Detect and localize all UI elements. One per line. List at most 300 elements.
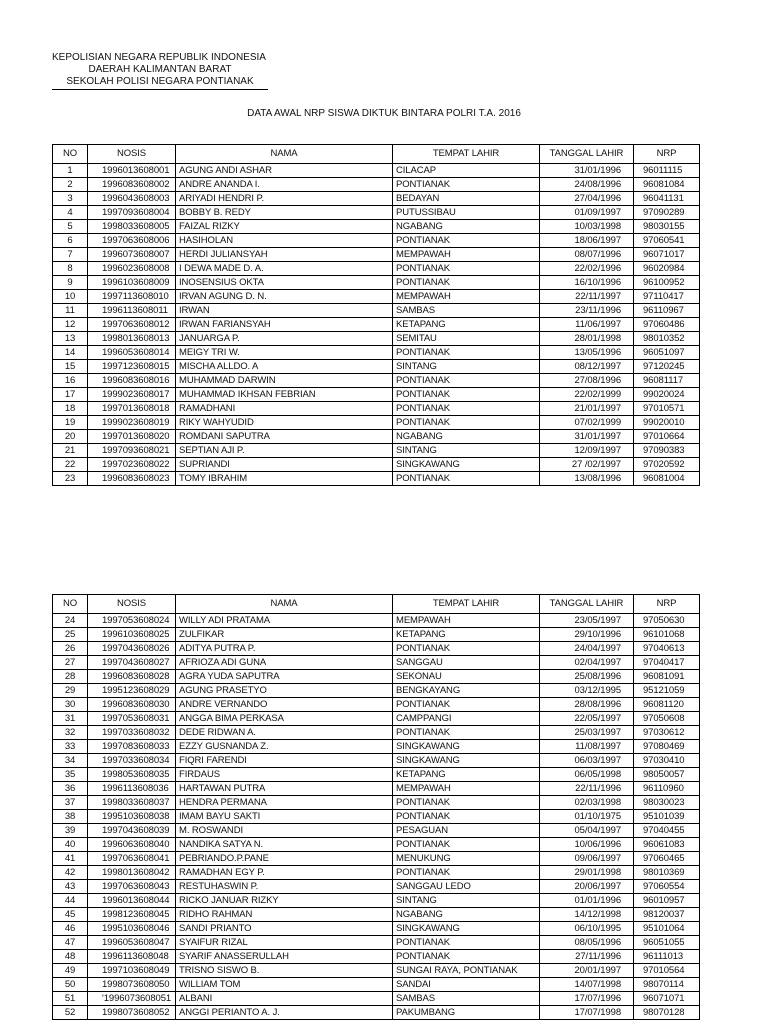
cell-no: 31 <box>53 712 88 726</box>
cell-nrp: 97030612 <box>634 726 700 740</box>
cell-tempat-lahir: SANGGAU LEDO <box>393 880 540 894</box>
cell-tanggal-lahir: 24/08/1996 <box>540 178 634 192</box>
cell-no: 19 <box>53 416 88 430</box>
cell-tanggal-lahir: 08/07/1996 <box>540 248 634 262</box>
cell-no: 50 <box>53 978 88 992</box>
table-row <box>53 838 700 852</box>
cell-no: 24 <box>53 614 88 628</box>
cell-nama: SANDI PRIANTO <box>176 922 393 936</box>
cell-nosis: 1997063608006 <box>88 234 176 248</box>
cell-tanggal-lahir: 08/12/1997 <box>540 360 634 374</box>
table-row <box>53 346 700 360</box>
table-row <box>53 374 700 388</box>
cell-nama: AGRA YUDA SAPUTRA <box>176 670 393 684</box>
cell-nama: RAMADHANI <box>176 402 393 416</box>
cell-nosis: 1996083608028 <box>88 670 176 684</box>
cell-tanggal-lahir: 20/01/1997 <box>540 964 634 978</box>
cell-tanggal-lahir: 29/10/1996 <box>540 628 634 642</box>
cell-nosis: 1997103608049 <box>88 964 176 978</box>
table-row <box>53 642 700 656</box>
cell-nosis: 1997063608012 <box>88 318 176 332</box>
cell-tempat-lahir: NGABANG <box>393 220 540 234</box>
cell-nosis: 1998033608037 <box>88 796 176 810</box>
table-row <box>53 684 700 698</box>
table-header-row <box>53 595 700 614</box>
cell-tanggal-lahir: 22/11/1997 <box>540 290 634 304</box>
table-row <box>53 670 700 684</box>
cell-tanggal-lahir: 20/06/1997 <box>540 880 634 894</box>
cell-nama: ZULFIKAR <box>176 628 393 642</box>
cell-tanggal-lahir: 22/11/1996 <box>540 782 634 796</box>
cell-nrp: 97010664 <box>634 430 700 444</box>
cell-nrp: 96061083 <box>634 838 700 852</box>
cell-no: 23 <box>53 472 88 486</box>
cell-nama: MUHAMMAD IKHSAN FEBRIAN <box>176 388 393 402</box>
col-header-tanggal-lahir: TANGGAL LAHIR <box>540 145 634 164</box>
cell-nama: HASIHOLAN <box>176 234 393 248</box>
cell-nama: BOBBY B. REDY <box>176 206 393 220</box>
table-row <box>53 824 700 838</box>
cell-tanggal-lahir: 12/09/1997 <box>540 444 634 458</box>
cell-nama: IMAM BAYU SAKTI <box>176 810 393 824</box>
cell-nama: AGUNG PRASETYO <box>176 684 393 698</box>
cell-nosis: 1997013608020 <box>88 430 176 444</box>
col-header-nama: NAMA <box>176 145 393 164</box>
cell-tanggal-lahir: 22/02/1999 <box>540 388 634 402</box>
cell-nrp: 97010571 <box>634 402 700 416</box>
cell-nama: ANGGI PERIANTO A. J. <box>176 1006 393 1020</box>
cell-nosis: 1997033608032 <box>88 726 176 740</box>
cell-nrp: 97020592 <box>634 458 700 472</box>
cell-no: 40 <box>53 838 88 852</box>
cell-no: 13 <box>53 332 88 346</box>
cell-nosis: 1997053608031 <box>88 712 176 726</box>
cell-nosis: 1996083608030 <box>88 698 176 712</box>
cell-nrp: 97060541 <box>634 234 700 248</box>
cell-tanggal-lahir: 31/01/1996 <box>540 164 634 178</box>
cell-nama: IRWAN FARIANSYAH <box>176 318 393 332</box>
cell-tanggal-lahir: 22/02/1996 <box>540 262 634 276</box>
col-header-tempat-lahir: TEMPAT LAHIR <box>393 145 540 164</box>
cell-nrp: 99020024 <box>634 388 700 402</box>
cell-nrp: 98030155 <box>634 220 700 234</box>
cell-nama: DEDE RIDWAN A. <box>176 726 393 740</box>
cell-tempat-lahir: BEDAYAN <box>393 192 540 206</box>
cell-no: 37 <box>53 796 88 810</box>
table-row <box>53 472 700 486</box>
cell-tempat-lahir: KETAPANG <box>393 628 540 642</box>
cell-tempat-lahir: SEMITAU <box>393 332 540 346</box>
table-row <box>53 304 700 318</box>
cell-nrp: 98030023 <box>634 796 700 810</box>
table-row <box>53 192 700 206</box>
table-row <box>53 234 700 248</box>
cell-tempat-lahir: PONTIANAK <box>393 936 540 950</box>
cell-nosis: 1997013608018 <box>88 402 176 416</box>
cell-tempat-lahir: SUNGAI RAYA, PONTIANAK <box>393 964 540 978</box>
cell-tempat-lahir: PUTUSSIBAU <box>393 206 540 220</box>
table-row <box>53 894 700 908</box>
col-header-nrp: NRP <box>634 145 700 164</box>
cell-tanggal-lahir: 07/02/1999 <box>540 416 634 430</box>
cell-tempat-lahir: PONTIANAK <box>393 262 540 276</box>
cell-tempat-lahir: PONTIANAK <box>393 416 540 430</box>
cell-nama: ARIYADI HENDRI P. <box>176 192 393 206</box>
cell-tempat-lahir: PONTIANAK <box>393 642 540 656</box>
cell-tanggal-lahir: 14/12/1998 <box>540 908 634 922</box>
cell-no: 15 <box>53 360 88 374</box>
cell-nosis: 1995123608029 <box>88 684 176 698</box>
table-row <box>53 444 700 458</box>
cell-nosis: 1997033608034 <box>88 754 176 768</box>
cell-no: 29 <box>53 684 88 698</box>
cell-nrp: 96081120 <box>634 698 700 712</box>
cell-nama: ALBANI <box>176 992 393 1006</box>
cell-tanggal-lahir: 06/05/1998 <box>540 768 634 782</box>
table-row <box>53 796 700 810</box>
cell-nosis: 1996113608036 <box>88 782 176 796</box>
cell-no: 16 <box>53 374 88 388</box>
cell-tanggal-lahir: 06/03/1997 <box>540 754 634 768</box>
cell-no: 52 <box>53 1006 88 1020</box>
header-line-1: KEPOLISIAN NEGARA REPUBLIK INDONESIA <box>52 52 266 63</box>
cell-tempat-lahir: SAMBAS <box>393 992 540 1006</box>
cell-tempat-lahir: SINTANG <box>393 894 540 908</box>
cell-tempat-lahir: PONTIANAK <box>393 276 540 290</box>
cell-nrp: 96071017 <box>634 248 700 262</box>
cell-nosis: 1997023608022 <box>88 458 176 472</box>
cell-tanggal-lahir: 18/06/1997 <box>540 234 634 248</box>
cell-nama: FIRDAUS <box>176 768 393 782</box>
cell-nrp: 97120245 <box>634 360 700 374</box>
cell-tanggal-lahir: 27/04/1996 <box>540 192 634 206</box>
cell-nrp: 98010352 <box>634 332 700 346</box>
cell-tanggal-lahir: 06/10/1995 <box>540 922 634 936</box>
cell-tanggal-lahir: 10/06/1996 <box>540 838 634 852</box>
cell-nosis: 1996113608048 <box>88 950 176 964</box>
cell-nrp: 97040417 <box>634 656 700 670</box>
table-row <box>53 922 700 936</box>
cell-nosis: 1996053608047 <box>88 936 176 950</box>
cell-nama: INOSENSIUS OKTA <box>176 276 393 290</box>
cell-nama: SUPRIANDI <box>176 458 393 472</box>
cell-nama: IRWAN <box>176 304 393 318</box>
cell-nosis: 1997043608026 <box>88 642 176 656</box>
cell-tanggal-lahir: 14/07/1998 <box>540 978 634 992</box>
cell-nrp: 96081117 <box>634 374 700 388</box>
table-row <box>53 754 700 768</box>
cell-nrp: 97080469 <box>634 740 700 754</box>
cell-nosis: 1997093608004 <box>88 206 176 220</box>
table-row <box>53 698 700 712</box>
cell-tempat-lahir: PESAGUAN <box>393 824 540 838</box>
cell-nosis: 1996103608009 <box>88 276 176 290</box>
cell-tempat-lahir: SINTANG <box>393 444 540 458</box>
cell-no: 25 <box>53 628 88 642</box>
cell-no: 20 <box>53 430 88 444</box>
table-row <box>53 276 700 290</box>
cell-tempat-lahir: SINTANG <box>393 360 540 374</box>
cell-tempat-lahir: PONTIANAK <box>393 402 540 416</box>
table-row <box>53 740 700 754</box>
cell-nama: SYAIFUR RIZAL <box>176 936 393 950</box>
table-row <box>53 936 700 950</box>
table-row <box>53 614 700 628</box>
cell-tempat-lahir: KETAPANG <box>393 768 540 782</box>
cell-tanggal-lahir: 25/08/1996 <box>540 670 634 684</box>
col-header-tempat-lahir: TEMPAT LAHIR <box>393 595 540 614</box>
cell-tempat-lahir: SANGGAU <box>393 656 540 670</box>
cell-nosis: 1996073608007 <box>88 248 176 262</box>
table-row <box>53 852 700 866</box>
cell-tanggal-lahir: 17/07/1998 <box>540 1006 634 1020</box>
cell-nosis: 1996043608003 <box>88 192 176 206</box>
cell-nosis: 1998033608005 <box>88 220 176 234</box>
cell-tanggal-lahir: 17/07/1996 <box>540 992 634 1006</box>
cell-tempat-lahir: PONTIANAK <box>393 346 540 360</box>
cell-nama: ANDRE ANANDA I. <box>176 178 393 192</box>
cell-nrp: 96081091 <box>634 670 700 684</box>
cell-tempat-lahir: NGABANG <box>393 430 540 444</box>
cell-nama: HENDRA PERMANA <box>176 796 393 810</box>
cell-tempat-lahir: PAKUMBANG <box>393 1006 540 1020</box>
cell-nama: SYARIF ANASSERULLAH <box>176 950 393 964</box>
header-line-3: SEKOLAH POLISI NEGARA PONTIANAK <box>52 76 268 90</box>
table-row <box>53 206 700 220</box>
cell-no: 17 <box>53 388 88 402</box>
cell-nosis: 1996053608014 <box>88 346 176 360</box>
table-row <box>53 726 700 740</box>
table-row <box>53 388 700 402</box>
cell-tanggal-lahir: 09/06/1997 <box>540 852 634 866</box>
cell-nama: FIQRI FARENDI <box>176 754 393 768</box>
cell-no: 3 <box>53 192 88 206</box>
cell-tempat-lahir: NGABANG <box>393 908 540 922</box>
cell-tanggal-lahir: 27/11/1996 <box>540 950 634 964</box>
cell-tempat-lahir: PONTIANAK <box>393 810 540 824</box>
cell-no: 10 <box>53 290 88 304</box>
table-row <box>53 318 700 332</box>
table-row <box>53 332 700 346</box>
table-row <box>53 402 700 416</box>
cell-tanggal-lahir: 02/03/1998 <box>540 796 634 810</box>
table-row <box>53 964 700 978</box>
cell-tanggal-lahir: 28/01/1998 <box>540 332 634 346</box>
cell-tempat-lahir: MENUKUNG <box>393 852 540 866</box>
cell-no: 34 <box>53 754 88 768</box>
table-row <box>53 290 700 304</box>
cell-tanggal-lahir: 05/04/1997 <box>540 824 634 838</box>
col-header-nama: NAMA <box>176 595 393 614</box>
table-row <box>53 1006 700 1020</box>
cell-nama: M. ROSWANDI <box>176 824 393 838</box>
cell-tanggal-lahir: 31/01/1997 <box>540 430 634 444</box>
cell-nama: ADITYA PUTRA P. <box>176 642 393 656</box>
cell-nosis: 1997113608010 <box>88 290 176 304</box>
cell-no: 41 <box>53 852 88 866</box>
cell-nrp: 96110967 <box>634 304 700 318</box>
cell-nrp: 98010369 <box>634 866 700 880</box>
cell-tanggal-lahir: 11/08/1997 <box>540 740 634 754</box>
cell-tempat-lahir: SAMBAS <box>393 304 540 318</box>
cell-nrp: 98070114 <box>634 978 700 992</box>
cell-nama: RIDHO RAHMAN <box>176 908 393 922</box>
cell-tempat-lahir: SINGKAWANG <box>393 740 540 754</box>
cell-nama: TOMY IBRAHIM <box>176 472 393 486</box>
cell-nama: RESTUHASWIN P. <box>176 880 393 894</box>
cell-nrp: 96111013 <box>634 950 700 964</box>
cell-tempat-lahir: PONTIANAK <box>393 472 540 486</box>
cell-nosis: 1999023608017 <box>88 388 176 402</box>
col-header-nosis: NOSIS <box>88 145 176 164</box>
cell-nama: RIKY WAHYUDID <box>176 416 393 430</box>
cell-tempat-lahir: PONTIANAK <box>393 178 540 192</box>
header-line-2: DAERAH KALIMANTAN BARAT <box>88 64 232 75</box>
cell-nrp: 97060486 <box>634 318 700 332</box>
document-title: DATA AWAL NRP SISWA DIKTUK BINTARA POLRI T.A. 2016 <box>247 108 521 119</box>
cell-no: 30 <box>53 698 88 712</box>
cell-nama: HERDI JULIANSYAH <box>176 248 393 262</box>
nrp-table-2 <box>52 594 700 1020</box>
cell-nrp: 96101068 <box>634 628 700 642</box>
cell-nrp: 96051097 <box>634 346 700 360</box>
cell-nrp: 96011115 <box>634 164 700 178</box>
cell-tanggal-lahir: 28/08/1996 <box>540 698 634 712</box>
cell-no: 36 <box>53 782 88 796</box>
cell-nama: JANUARGA P. <box>176 332 393 346</box>
cell-nrp: 97040455 <box>634 824 700 838</box>
cell-no: 35 <box>53 768 88 782</box>
cell-nrp: 97060554 <box>634 880 700 894</box>
cell-no: 12 <box>53 318 88 332</box>
cell-nrp: 96081004 <box>634 472 700 486</box>
cell-nama: FAIZAL RIZKY <box>176 220 393 234</box>
cell-tempat-lahir: CAMPPANGI <box>393 712 540 726</box>
cell-nama: MEIGY TRI W. <box>176 346 393 360</box>
cell-tanggal-lahir: 16/10/1996 <box>540 276 634 290</box>
cell-tanggal-lahir: 01/09/1997 <box>540 206 634 220</box>
cell-no: 5 <box>53 220 88 234</box>
col-header-no: NO <box>53 595 88 614</box>
cell-nosis: 1997053608024 <box>88 614 176 628</box>
table-row <box>53 908 700 922</box>
cell-tempat-lahir: BENGKAYANG <box>393 684 540 698</box>
table-row <box>53 220 700 234</box>
cell-tanggal-lahir: 10/03/1998 <box>540 220 634 234</box>
cell-nama: EZZY GUSNANDA Z. <box>176 740 393 754</box>
cell-nama: SEPTIAN AJI P. <box>176 444 393 458</box>
cell-tempat-lahir: SINGKAWANG <box>393 754 540 768</box>
table-row <box>53 880 700 894</box>
cell-nrp: 97110417 <box>634 290 700 304</box>
col-header-nrp: NRP <box>634 595 700 614</box>
cell-nama: WILLY ADI PRATAMA <box>176 614 393 628</box>
cell-nrp: 97040613 <box>634 642 700 656</box>
cell-no: 51 <box>53 992 88 1006</box>
cell-tanggal-lahir: 23/05/1997 <box>540 614 634 628</box>
cell-nama: AFRIOZA ADI GUNA <box>176 656 393 670</box>
cell-no: 43 <box>53 880 88 894</box>
cell-nrp: 96010957 <box>634 894 700 908</box>
cell-nama: MISCHA ALLDO. A <box>176 360 393 374</box>
cell-tanggal-lahir: 25/03/1997 <box>540 726 634 740</box>
cell-nosis: 1996023608008 <box>88 262 176 276</box>
cell-nosis: 1996083608023 <box>88 472 176 486</box>
table-row <box>53 810 700 824</box>
cell-nosis: 1997123608015 <box>88 360 176 374</box>
cell-nosis: 1997063608041 <box>88 852 176 866</box>
cell-no: 18 <box>53 402 88 416</box>
cell-nosis: 1996113608011 <box>88 304 176 318</box>
cell-tempat-lahir: SINGKAWANG <box>393 922 540 936</box>
cell-no: 38 <box>53 810 88 824</box>
cell-nrp: 97050630 <box>634 614 700 628</box>
cell-tempat-lahir: SANDAI <box>393 978 540 992</box>
cell-no: 27 <box>53 656 88 670</box>
table-row <box>53 950 700 964</box>
cell-tanggal-lahir: 24/04/1997 <box>540 642 634 656</box>
table-row <box>53 866 700 880</box>
table-row <box>53 262 700 276</box>
cell-nosis: 1998123608045 <box>88 908 176 922</box>
cell-nosis: 1995103608038 <box>88 810 176 824</box>
cell-no: 48 <box>53 950 88 964</box>
table-row <box>53 416 700 430</box>
cell-nama: WILLIAM TOM <box>176 978 393 992</box>
cell-nrp: 98120037 <box>634 908 700 922</box>
cell-no: 14 <box>53 346 88 360</box>
table-row <box>53 656 700 670</box>
cell-nosis: 1997083608033 <box>88 740 176 754</box>
cell-nrp: 96081084 <box>634 178 700 192</box>
cell-nrp: 96051055 <box>634 936 700 950</box>
cell-no: 49 <box>53 964 88 978</box>
cell-nama: AGUNG ANDI ASHAR <box>176 164 393 178</box>
cell-no: 46 <box>53 922 88 936</box>
cell-no: 33 <box>53 740 88 754</box>
cell-nama: ANDRE VERNANDO <box>176 698 393 712</box>
table-row <box>53 712 700 726</box>
cell-nama: NANDIKA SATYA N. <box>176 838 393 852</box>
table-row <box>53 360 700 374</box>
cell-no: 42 <box>53 866 88 880</box>
cell-tempat-lahir: PONTIANAK <box>393 234 540 248</box>
cell-nosis: 1996083608016 <box>88 374 176 388</box>
cell-nama: TRISNO SISWO B. <box>176 964 393 978</box>
cell-no: 7 <box>53 248 88 262</box>
nrp-table-1 <box>52 144 700 486</box>
cell-nama: MUHAMMAD DARWIN <box>176 374 393 388</box>
table-row <box>53 164 700 178</box>
cell-no: 4 <box>53 206 88 220</box>
cell-nama: RICKO JANUAR RIZKY <box>176 894 393 908</box>
cell-tanggal-lahir: 11/06/1997 <box>540 318 634 332</box>
cell-nosis: 1998053608035 <box>88 768 176 782</box>
cell-tanggal-lahir: 08/05/1996 <box>540 936 634 950</box>
cell-no: 11 <box>53 304 88 318</box>
cell-nosis: 1996013608044 <box>88 894 176 908</box>
cell-tanggal-lahir: 22/05/1997 <box>540 712 634 726</box>
cell-nrp: 95101064 <box>634 922 700 936</box>
cell-no: 21 <box>53 444 88 458</box>
table-row <box>53 978 700 992</box>
cell-nama: PEBRIANDO.P.PANE <box>176 852 393 866</box>
cell-no: 6 <box>53 234 88 248</box>
cell-nama: IRVAN AGUNG D. N. <box>176 290 393 304</box>
cell-tanggal-lahir: 27/08/1996 <box>540 374 634 388</box>
cell-tempat-lahir: SINGKAWANG <box>393 458 540 472</box>
cell-nrp: 96071071 <box>634 992 700 1006</box>
